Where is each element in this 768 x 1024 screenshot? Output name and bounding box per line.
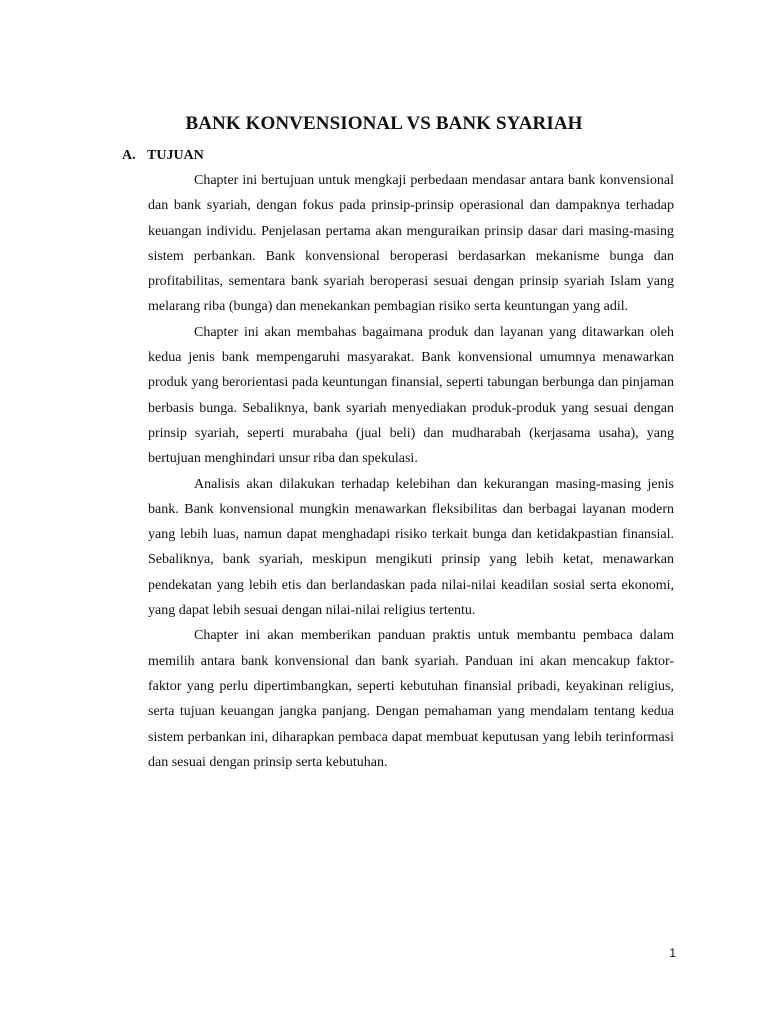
section-title: TUJUAN xyxy=(147,148,204,163)
paragraph-3: Analisis akan dilakukan terhadap kelebihan dan kekurangan masing-masing jenis bank. Bank konvensional mungkin menawarkan fleksibilitas dan berbagai layanan modern yang lebih luas, namun dapat menghadapi risiko terkait bunga dan ketidakpastian finansial. Sebaliknya, bank syariah, meskipun mengikuti prinsip yang lebih ketat, menawarkan pendekatan yang lebih etis dan berlandaskan pada nilai-nilai keadilan sosial serta ekonomi, yang dapat lebih sesuai dengan nilai-nilai religius tertentu. xyxy=(148,476,674,619)
document-body xyxy=(148,168,674,775)
paragraph-1: Chapter ini bertujuan untuk mengkaji perbedaan mendasar antara bank konvensional dan bank syariah, dengan fokus pada prinsip-prinsip operasional dan dampaknya terhadap keuangan individu. Penjelasan pertama akan menguraikan prinsip dasar dari masing-masing sistem perbankan. Bank konvensional beroperasi berdasarkan mekanisme bunga dan profitabilitas, sementara bank syariah beroperasi sesuai dengan prinsip syariah Islam yang melarang riba (bunga) dan menekankan pembagian risiko serta keuntungan yang adil. xyxy=(148,173,674,315)
page-number: 1 xyxy=(669,946,676,960)
section-heading xyxy=(122,148,204,164)
paragraph-2: Chapter ini akan membahas bagaimana produk dan layanan yang ditawarkan oleh kedua jenis bank mempengaruhi masyarakat. Bank konvensional umumnya menawarkan produk yang berorientasi pada keuntungan finansial, seperti tabungan berbunga dan pinjaman berbasis bunga. Sebaliknya, bank syariah menyediakan produk-produk yang sesuai dengan prinsip syariah, seperti murabaha (jual beli) dan mudharabah (kerjasama usaha), yang bertujuan menghindari unsur riba dan spekulasi. xyxy=(148,324,674,467)
section-number: A. xyxy=(122,148,136,163)
document-title: BANK KONVENSIONAL VS BANK SYARIAH xyxy=(185,113,583,134)
paragraph-4: Chapter ini akan memberikan panduan praktis untuk membantu pembaca dalam memilih antara bank konvensional dan bank syariah. Panduan ini akan mencakup faktor-faktor yang perlu dipertimbangkan, seperti kebutuhan finansial pribadi, keyakinan religius, serta tujuan keuangan jangka panjang. Dengan pemahaman yang mendalam tentang kedua sistem perbankan ini, diharapkan pembaca dapat membuat keputusan yang lebih terinformasi dan sesuai dengan prinsip serta kebutuhan. xyxy=(148,628,674,770)
